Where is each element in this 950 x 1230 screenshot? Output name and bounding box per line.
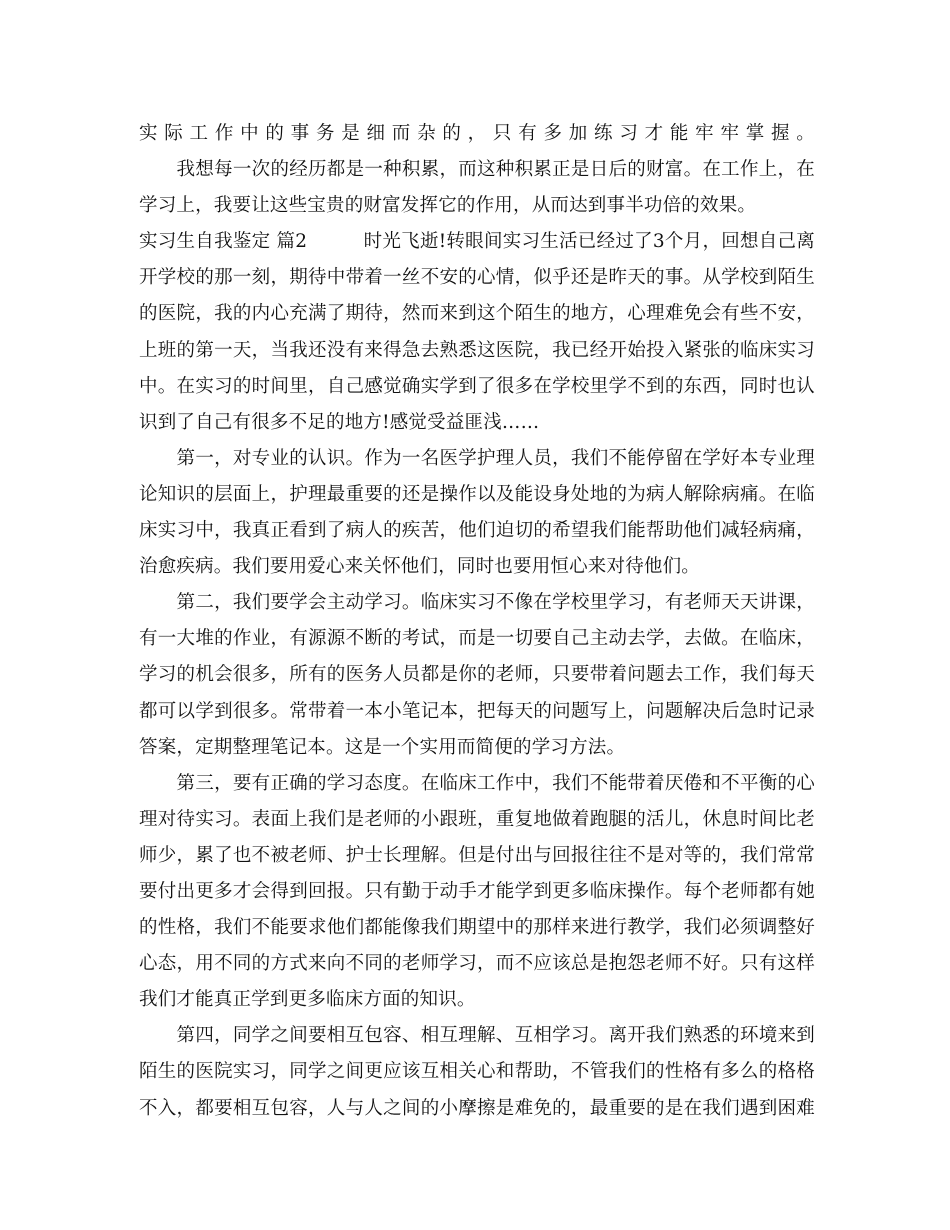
text-line: 答案，定期整理笔记本。这是一个实用而简便的学习方法。 — [139, 736, 626, 758]
text-line: 的性格，我们不能要求他们都能像我们期望中的那样来进行教学，我们必须调整好 — [139, 917, 815, 939]
text-line: 理对待实习。表面上我们是老师的小跟班，重复地做着跑腿的活儿，休息时间比老 — [139, 808, 815, 830]
text-line: 第一，对专业的认识。作为一名医学护理人员，我们不能停留在学好本专业理 — [139, 447, 815, 469]
text-line: 要付出更多才会得到回报。只有勤于动手才能学到更多临床操作。每个老师都有她 — [139, 880, 815, 902]
text-line: 心态，用不同的方式来向不同的老师学习，而不应该总是抱怨老师不好。只有这样 — [139, 953, 815, 975]
text-line: 中。在实习的时间里，自己感觉确实学到了很多在学校里学不到的东西，同时也认 — [139, 375, 815, 397]
text-line: 治愈疾病。我们要用爱心来关怀他们，同时也要用恒心来对待他们。 — [139, 556, 701, 578]
document-body — [139, 116, 815, 1127]
text-line: 第三，要有正确的学习态度。在临床工作中，我们不能带着厌倦和不平衡的心 — [139, 772, 815, 794]
text-line: 实际工作中的事务是细而杂的，只有多加练习才能牢牢掌握。 — [139, 123, 815, 144]
text-line: 有一大堆的作业，有源源不断的考试，而是一切要自己主动去学，去做。在临床， — [139, 628, 815, 650]
text-line: 床实习中，我真正看到了病人的疾苦，他们迫切的希望我们能帮助他们减轻病痛， — [139, 520, 815, 542]
text-line: 学习上，我要让这些宝贵的财富发挥它的作用，从而达到事半功倍的效果。 — [139, 195, 757, 217]
text-line: 学习的机会很多，所有的医务人员都是你的老师，只要带着问题去工作，我们每天 — [139, 664, 815, 686]
section-heading-line: 实习生自我鉴定 篇2 时光飞逝!转眼间实习生活已经过了3个月，回想自己离 — [139, 231, 815, 253]
text-line: 不入，都要相互包容，人与人之间的小摩擦是难免的，最重要的是在我们遇到困难 — [139, 1097, 815, 1119]
text-line: 识到了自己有很多不足的地方!感觉受益匪浅…… — [139, 411, 540, 433]
text-line: 第四，同学之间要相互包容、相互理解、互相学习。离开我们熟悉的环境来到 — [139, 1025, 815, 1047]
text-line: 陌生的医院实习，同学之间更应该互相关心和帮助，不管我们的性格有多么的格格 — [139, 1061, 815, 1083]
text-line: 我们才能真正学到更多临床方面的知识。 — [139, 989, 476, 1011]
text-line: 都可以学到很多。常带着一本小笔记本，把每天的问题写上，问题解决后急时记录 — [139, 700, 815, 722]
text-line: 上班的第一天，当我还没有来得急去熟悉这医院，我已经开始投入紧张的临床实习 — [139, 339, 815, 361]
text-line: 我想每一次的经历都是一种积累，而这种积累正是日后的财富。在工作上，在 — [139, 159, 815, 181]
text-line: 开学校的那一刻，期待中带着一丝不安的心情，似乎还是昨天的事。从学校到陌生 — [139, 267, 815, 289]
text-line: 论知识的层面上，护理最重要的还是操作以及能设身处地的为病人解除病痛。在临 — [139, 483, 815, 505]
text-line: 师少，累了也不被老师、护士长理解。但是付出与回报往往不是对等的，我们常常 — [139, 844, 815, 866]
text-line: 第二，我们要学会主动学习。临床实习不像在学校里学习，有老师天天讲课， — [139, 592, 815, 614]
text-line: 的医院，我的内心充满了期待，然而来到这个陌生的地方，心理难免会有些不安， — [139, 303, 815, 325]
